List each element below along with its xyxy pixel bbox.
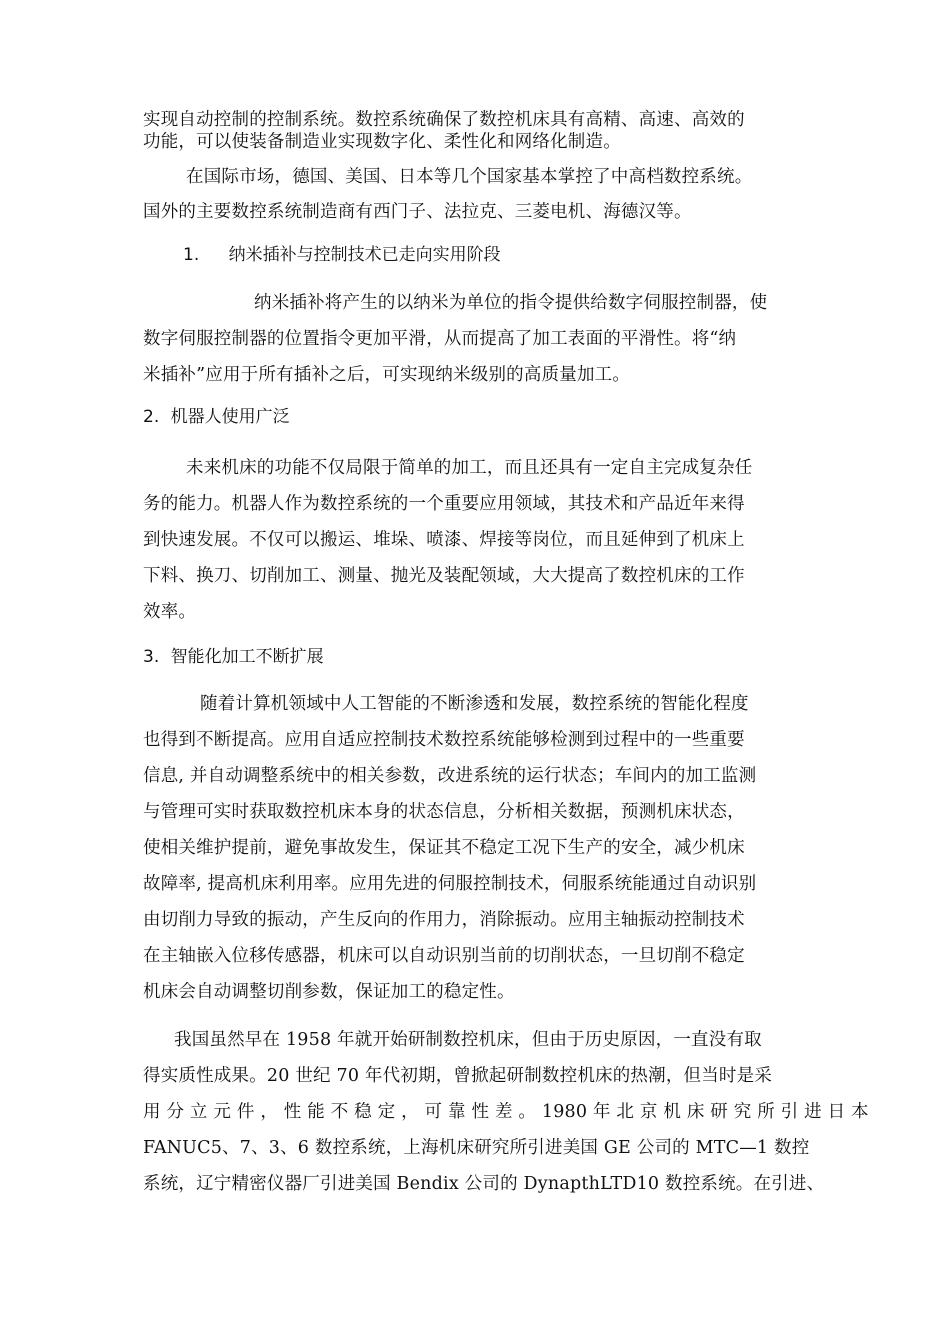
text-line: 效率。	[143, 602, 197, 622]
heading-number: 3.	[143, 647, 160, 667]
text-line: 下料、换刀、切削加工、测量、抛光及装配领域，大大提高了数控机床的工作	[143, 566, 745, 586]
text-line: 在国际市场，德国、美国、日本等几个国家基本掌控了中高档数控系统。	[186, 167, 753, 187]
section-heading-2	[143, 406, 290, 428]
heading-text: 机器人使用广泛	[170, 407, 290, 427]
text-line: 功能，可以使装备制造业实现数字化、柔性化和网络化制造。	[143, 132, 621, 152]
text-line: 使相关维护提前，避免事故发生，保证其不稳定工况下生产的安全，减少机床	[143, 838, 745, 858]
text-line: 得实质性成果。20 世纪 70 年代初期，曾掀起研制数控机床的热潮，但当时是采	[143, 1066, 773, 1086]
heading-number: 1.	[183, 245, 200, 265]
text-line: FANUC5、7、3、6 数控系统，上海机床研究所引进美国 GE 公司的 MTC—1 数控	[143, 1138, 810, 1158]
text-line: 与管理可实时获取数控机床本身的状态信息，分析相关数据，预测机床状态，	[143, 802, 745, 822]
heading-text: 纳米插补与控制技术已走向实用阶段	[228, 245, 501, 265]
text-line: 到快速发展。不仅可以搬运、堆垛、喷漆、焊接等岗位，而且延伸到了机床上	[143, 530, 745, 550]
text-line: 信息, 并自动调整系统中的相关参数，改进系统的运行状态；车间内的加工监测	[143, 766, 757, 786]
text-line: 国外的主要数控系统制造商有西门子、法拉克、三菱电机、海德汉等。	[143, 202, 692, 222]
text-line: 纳米插补将产生的以纳米为单位的指令提供给数字伺服控制器，使	[254, 293, 768, 313]
text-line: 米插补”应用于所有插补之后，可实现纳米级别的高质量加工。	[143, 365, 631, 385]
text-line: 未来机床的功能不仅局限于简单的加工，而且还具有一定自主完成复杂任	[186, 458, 753, 478]
text-line: 数字伺服控制器的位置指令更加平滑，从而提高了加工表面的平滑性。将“纳	[143, 329, 737, 349]
text-line: 实现自动控制的控制系统。数控系统确保了数控机床具有高精、高速、高效的	[143, 110, 745, 130]
text-line: 务的能力。机器人作为数控系统的一个重要应用领域，其技术和产品近年来得	[143, 494, 745, 514]
heading-text: 智能化加工不断扩展	[170, 647, 324, 667]
section-heading-3	[143, 646, 324, 668]
text-line: 由切削力导致的振动，产生反向的作用力，消除振动。应用主轴振动控制技术	[143, 910, 745, 930]
text-line: 机床会自动调整切削参数，保证加工的稳定性。	[143, 982, 515, 1002]
text-line: 我国虽然早在 1958 年就开始研制数控机床，但由于历史原因，一直没有取	[174, 1030, 762, 1050]
text-line: 系统，辽宁精密仪器厂引进美国 Bendix 公司的 DynapthLTD10 数控系统。在引进、	[143, 1174, 825, 1194]
text-line: 故障率, 提高机床利用率。应用先进的伺服控制技术，伺服系统能通过自动识别	[143, 874, 757, 894]
text-line: 随着计算机领域中人工智能的不断渗透和发展，数控系统的智能化程度	[200, 694, 749, 714]
text-line: 用 分 立 元 件 ， 性 能 不 稳 定 ， 可 靠 性 差 。 1980 年 北 京 机 床 研 究 所 引 进 日 本	[143, 1102, 869, 1122]
text-line: 在主轴嵌入位移传感器，机床可以自动识别当前的切削状态，一旦切削不稳定	[143, 946, 745, 966]
text-line: 也得到不断提高。应用自适应控制技术数控系统能够检测到过程中的一些重要	[143, 730, 745, 750]
heading-number: 2.	[143, 407, 160, 427]
section-heading-1	[183, 244, 501, 266]
